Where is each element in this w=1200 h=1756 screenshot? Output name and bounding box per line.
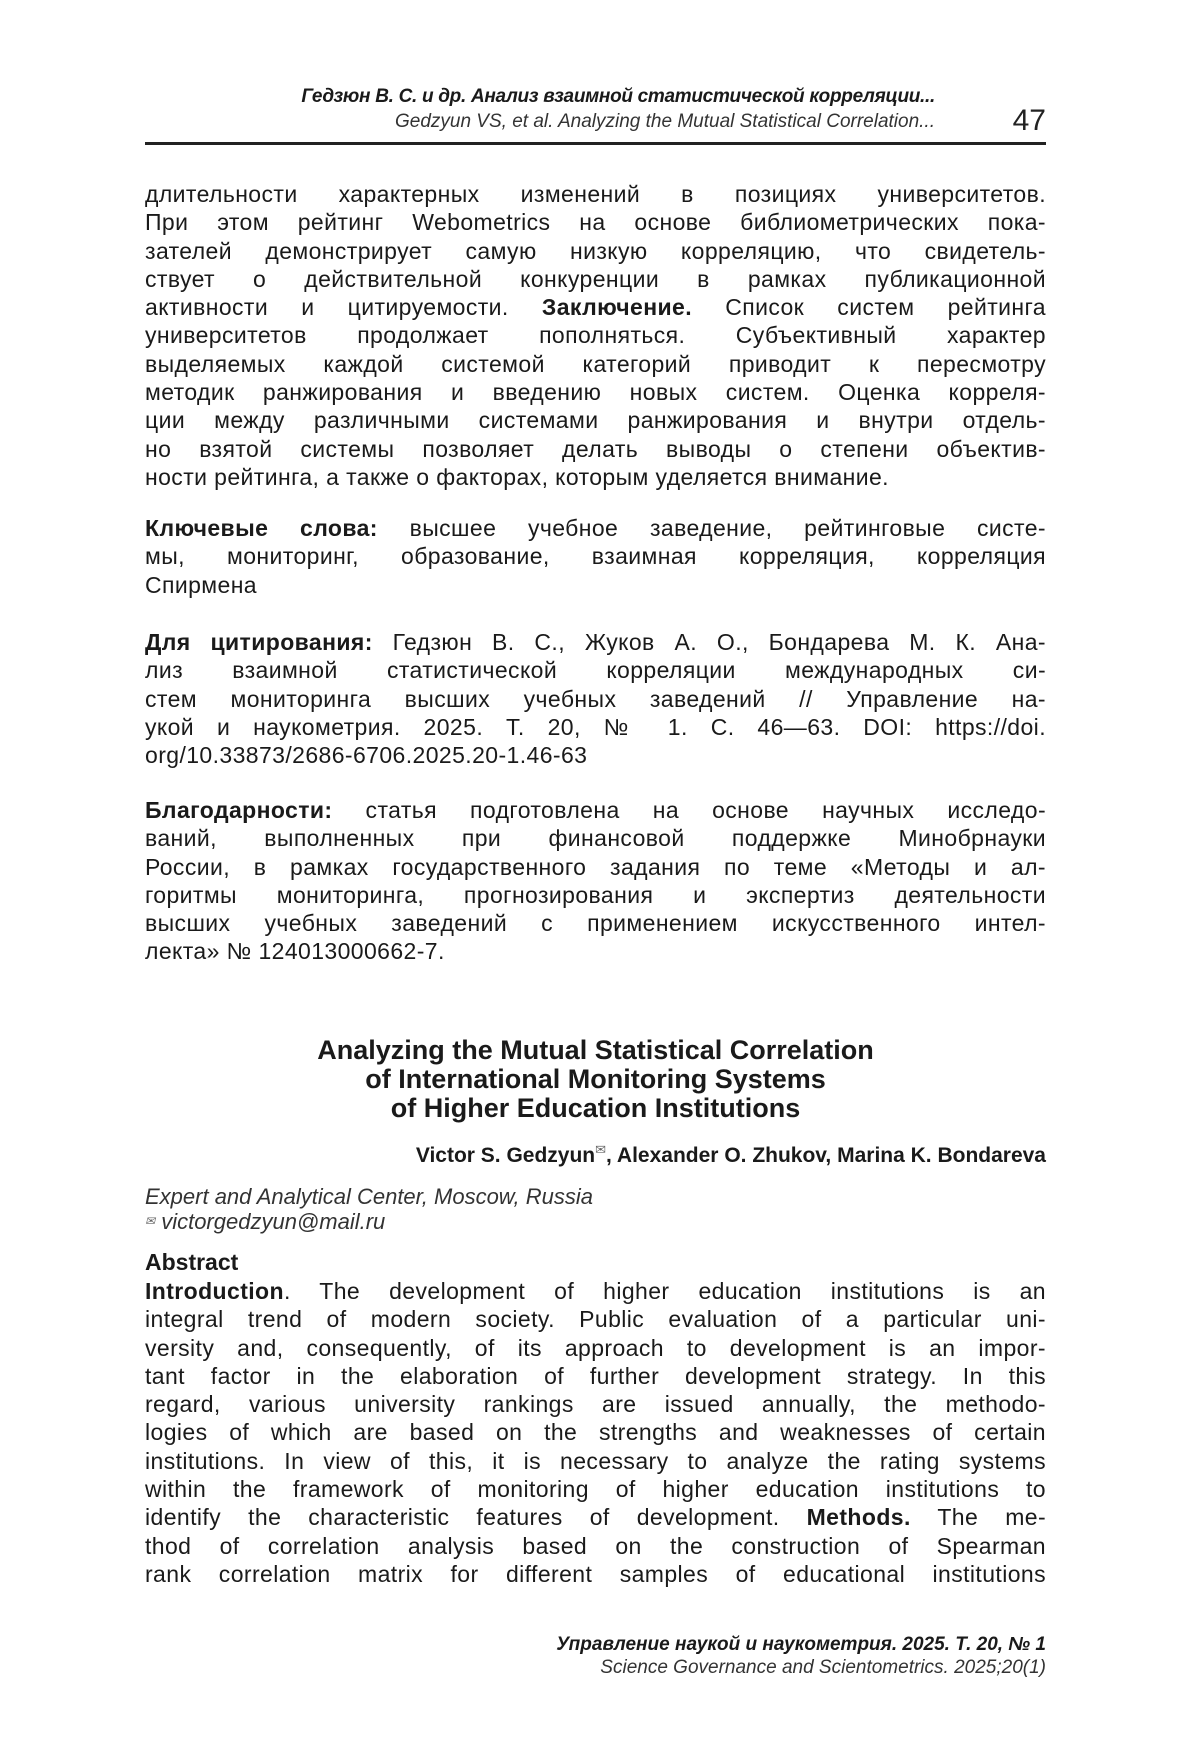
line-text: Спирмена (145, 572, 257, 598)
line-text: . The development of higher education institutions is an (284, 1278, 1046, 1304)
en-abstract (145, 1277, 1046, 1588)
text-line (145, 937, 1046, 965)
text-line (145, 1418, 1046, 1446)
line-text: The me- (911, 1504, 1046, 1530)
header-rule (145, 142, 1046, 145)
line-text: При этом рейтинг Webometrics на основе библиометрических пока- (145, 209, 1046, 235)
line-text: within the framework of monitoring of higher education institutions to (145, 1476, 1046, 1502)
text-line (145, 628, 1046, 656)
authors-rest: , Alexander O. Zhukov, Marina K. Bondareva (606, 1144, 1046, 1167)
page-number: 47 (990, 104, 1046, 138)
line-text: rank correlation matrix for different samples of educational institutions (145, 1561, 1046, 1587)
line-text: logies of which are based on the strengths and weaknesses of certain (145, 1419, 1046, 1445)
line-text: зателей демонстрирует самую низкую корреляцию, что свидетель- (145, 238, 1046, 264)
line-text: thod of correlation analysis based on the construction of Spearman (145, 1533, 1046, 1559)
acknowledgements (145, 796, 1046, 966)
line-text: стем мониторинга высших учебных заведений // Управление на- (145, 686, 1046, 712)
line-text: org/10.33873/2686-6706.2025.20-1.46-63 (145, 742, 587, 768)
text-line (145, 909, 1046, 937)
text-line (145, 406, 1046, 434)
line-text: regard, various university rankings are issued annually, the methodo- (145, 1391, 1046, 1417)
line-text: университетов продолжает пополняться. Субъективный характер (145, 322, 1046, 348)
text-line (145, 237, 1046, 265)
title-line: Analyzing the Mutual Statistical Correlation (145, 1036, 1046, 1065)
ru-abstract-end (145, 180, 1046, 491)
envelope-icon: ✉ (595, 1142, 606, 1157)
text-line (145, 1334, 1046, 1362)
text-line (145, 463, 1046, 491)
text-line (145, 350, 1046, 378)
text-line (145, 824, 1046, 852)
line-text: мы, мониторинг, образование, взаимная корреляция, корреляция (145, 543, 1046, 569)
line-text: tant factor in the elaboration of further development strategy. In this (145, 1363, 1046, 1389)
bold-label: Для цитирования: (145, 629, 373, 655)
authors (145, 1142, 1046, 1168)
bold-label: Methods. (807, 1504, 911, 1530)
text-line (145, 514, 1046, 542)
line-text: лиз взаимной статистической корреляции международных си- (145, 657, 1046, 683)
article-title (145, 1036, 1046, 1123)
text-line (145, 741, 1046, 769)
text-line (145, 321, 1046, 349)
affiliation-block (145, 1184, 593, 1234)
text-line (145, 435, 1046, 463)
line-text: но взятой системы позволяет делать выводы о степени объектив- (145, 436, 1046, 462)
line-text: лекта» № 124013000662-7. (145, 938, 445, 964)
line-text: длительности характерных изменений в позициях университетов. (145, 181, 1046, 207)
line-text: ваний, выполненных при финансовой поддержке Минобрнауки (145, 825, 1046, 851)
title-line: of International Monitoring Systems (145, 1065, 1046, 1094)
line-text: статья подготовлена на основе научных исследо- (333, 797, 1047, 823)
text-line (145, 180, 1046, 208)
line-text: высшее учебное заведение, рейтинговые систе- (378, 515, 1046, 541)
citation (145, 628, 1046, 769)
text-line (145, 208, 1046, 236)
text-line (145, 571, 1046, 599)
bold-label: Ключевые слова: (145, 515, 378, 541)
author-1: Victor S. Gedzyun (416, 1144, 595, 1167)
text-line (145, 1277, 1046, 1305)
text-line (145, 265, 1046, 293)
running-title-en: Gedzyun VS, et al. Analyzing the Mutual Statistical Correlation... (145, 111, 935, 133)
bold-label: Introduction (145, 1278, 284, 1304)
email-link[interactable]: victorgedzyun@mail.ru (161, 1209, 385, 1234)
bold-label: Благодарности: (145, 797, 333, 823)
text-line (145, 1475, 1046, 1503)
line-text: высших учебных заведений с применением искусственного интел- (145, 910, 1046, 936)
line-text: укой и наукометрия. 2025. Т. 20, № 1. С. 46—63. DOI: https://doi. (145, 714, 1046, 740)
line-text: ции между различными системами ранжирования и внутри отдель- (145, 407, 1046, 433)
keywords (145, 514, 1046, 599)
text-line (145, 1560, 1046, 1588)
envelope-icon: ✉ (145, 1214, 155, 1228)
text-line (145, 1390, 1046, 1418)
abstract-heading: Abstract (145, 1249, 238, 1276)
text-line (145, 1305, 1046, 1333)
line-text: integral trend of modern society. Public evaluation of a particular uni- (145, 1306, 1046, 1332)
bold-label: Заключение. (542, 294, 692, 320)
line-text: institutions. In view of this, it is necessary to analyze the rating systems (145, 1448, 1046, 1474)
text-line (145, 685, 1046, 713)
line-text: ности рейтинга, а также о факторах, которым уделяется внимание. (145, 464, 889, 490)
text-line (145, 542, 1046, 570)
text-line (145, 713, 1046, 741)
title-line: of Higher Education Institutions (145, 1094, 1046, 1123)
line-text: identify the characteristic features of development. (145, 1504, 807, 1530)
text-line (145, 1532, 1046, 1560)
text-line (145, 1362, 1046, 1390)
line-text: активности и цитируемости. (145, 294, 542, 320)
line-text: Список систем рейтинга (692, 294, 1046, 320)
footer-journal-en: Science Governance and Scientometrics. 2025;20(1) (145, 1657, 1046, 1679)
footer-journal-ru: Управление наукой и наукометрия. 2025. Т. 20, № 1 (145, 1634, 1046, 1656)
line-text: горитмы мониторинга, прогнозирования и экспертиз деятельности (145, 882, 1046, 908)
line-text: ствует о действительной конкуренции в рамках публикационной (145, 266, 1046, 292)
line-text: Гедзюн В. С., Жуков А. О., Бондарева М. К. Ана- (373, 629, 1046, 655)
running-title-ru: Гедзюн В. С. и др. Анализ взаимной статистической корреляции... (145, 86, 935, 108)
line-text: выделяемых каждой системой категорий приводит к пересмотру (145, 351, 1046, 377)
text-line (145, 1447, 1046, 1475)
text-line (145, 853, 1046, 881)
text-line (145, 796, 1046, 824)
text-line (145, 1503, 1046, 1531)
affiliation: Expert and Analytical Center, Moscow, Russia (145, 1184, 593, 1209)
text-line (145, 656, 1046, 684)
text-line (145, 881, 1046, 909)
text-line (145, 293, 1046, 321)
line-text: versity and, consequently, of its approach to development is an impor- (145, 1335, 1046, 1361)
line-text: России, в рамках государственного задания по теме «Методы и ал- (145, 854, 1046, 880)
line-text: методик ранжирования и введению новых систем. Оценка корреля- (145, 379, 1046, 405)
text-line (145, 378, 1046, 406)
